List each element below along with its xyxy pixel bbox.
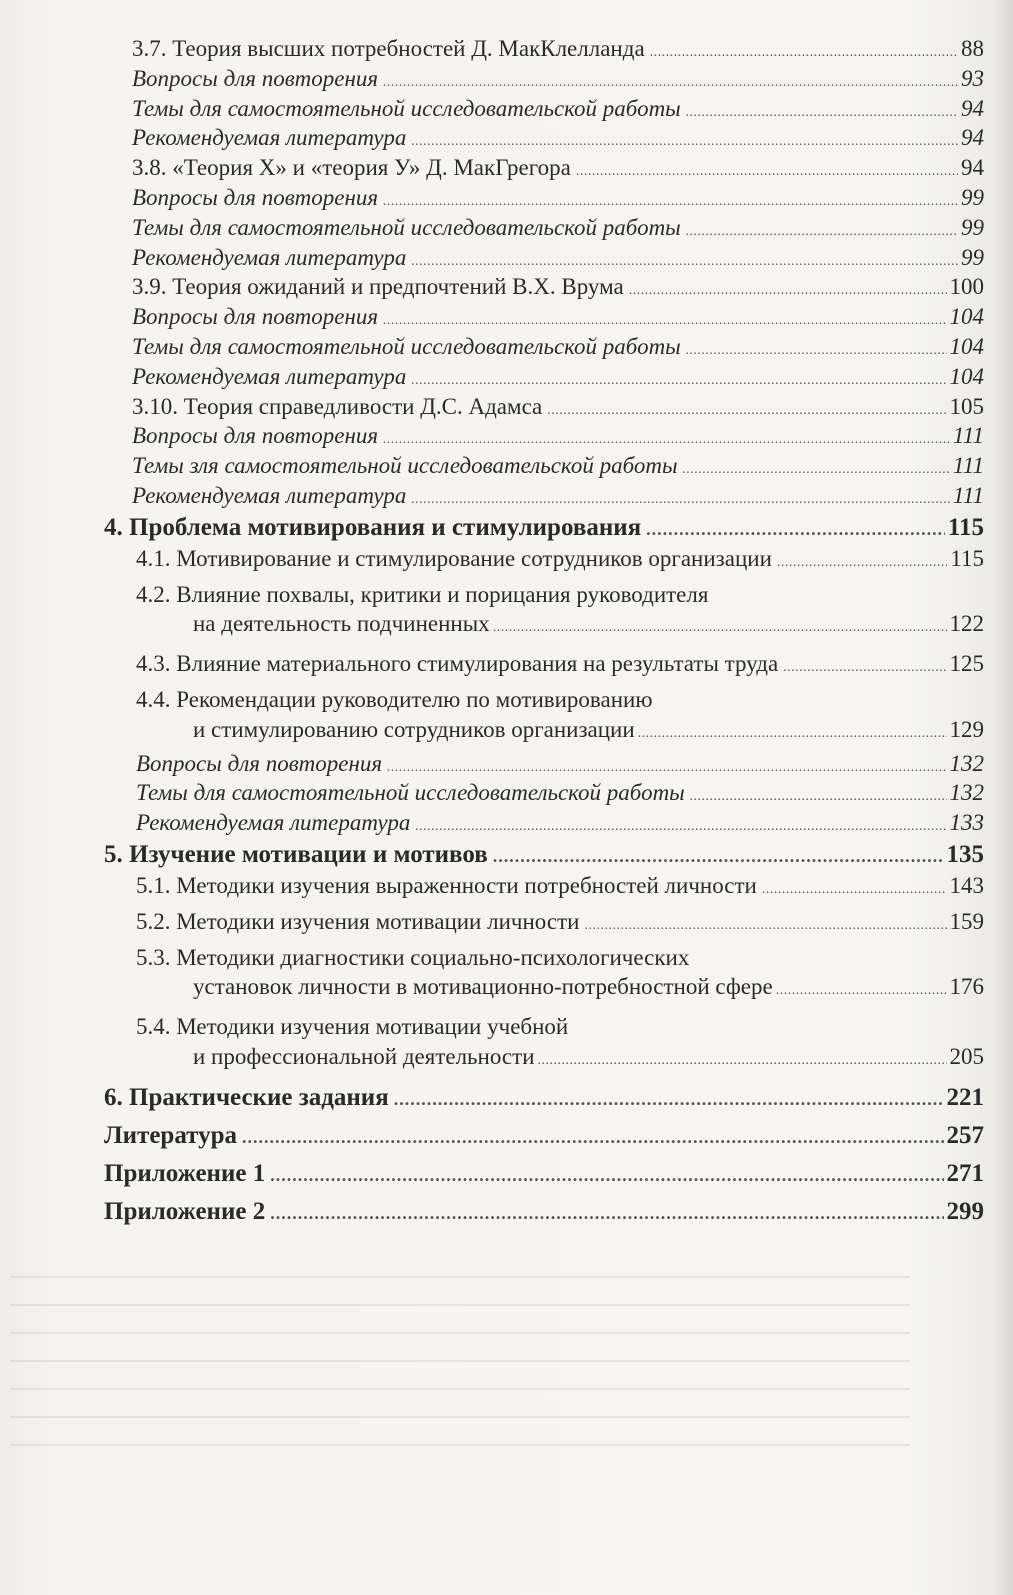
toc-entry-title: Вопросы для повторения bbox=[132, 65, 379, 91]
leader-dots bbox=[411, 243, 958, 277]
toc-entry-title-cont: и профессиональной деятельности bbox=[193, 1043, 535, 1069]
toc-entry bbox=[104, 749, 984, 779]
toc-entry-title: Рекомендуемая литература bbox=[132, 363, 407, 389]
leader-dots bbox=[762, 871, 947, 905]
leader-dots bbox=[383, 302, 946, 336]
toc-entry-title: 4.4. Рекомендации руководителю по мотивированию bbox=[136, 686, 653, 712]
toc-entry-title: Темы для самостоятельной исследовательской работы bbox=[132, 95, 681, 121]
leader-dots bbox=[394, 1082, 944, 1115]
toc-entry-page: 115 bbox=[950, 545, 984, 571]
toc-entry-title: 5.3. Методики диагностики социально-психологических bbox=[136, 944, 690, 970]
toc-entry bbox=[104, 544, 984, 574]
toc-entry-page: 99 bbox=[961, 184, 984, 210]
leader-dots bbox=[683, 451, 950, 485]
leader-dots bbox=[547, 392, 946, 426]
toc-entry-title-cont: на деятельность подчиненных bbox=[193, 611, 490, 637]
leader-dots bbox=[646, 512, 945, 545]
toc-entry-page: 129 bbox=[949, 716, 984, 742]
toc-chapter-page: 221 bbox=[946, 1083, 984, 1111]
toc-entry bbox=[104, 778, 984, 808]
leader-dots bbox=[650, 34, 958, 68]
toc-entry-title: 3.9. Теория ожиданий и предпочтений В.Х. Врума bbox=[132, 274, 624, 300]
toc-entry-title: 4.2. Влияние похвалы, критики и порицания руководителя bbox=[136, 581, 709, 607]
leader-dots bbox=[638, 715, 947, 749]
leader-dots bbox=[411, 362, 946, 396]
leader-dots bbox=[783, 649, 946, 683]
toc-entry-page: 205 bbox=[949, 1043, 984, 1069]
toc-entry-title: Темы для самостоятельной исследовательской работы bbox=[132, 333, 681, 359]
toc-entry-title: Вопросы для повторения bbox=[136, 750, 383, 776]
leader-dots bbox=[242, 1120, 943, 1153]
toc-chapter-page: 135 bbox=[946, 840, 984, 868]
toc-entry bbox=[104, 302, 984, 332]
toc-chapter-title: 6. Практические задания bbox=[104, 1083, 389, 1111]
toc-entry-title: Вопросы для повторения bbox=[132, 184, 379, 210]
toc-entry-page: 99 bbox=[961, 214, 984, 240]
leader-dots bbox=[270, 1196, 943, 1229]
toc-entry bbox=[104, 94, 984, 124]
toc-chapter bbox=[104, 1196, 984, 1228]
toc-entry bbox=[104, 213, 984, 243]
toc-chapter bbox=[104, 1158, 984, 1190]
leader-dots bbox=[776, 972, 947, 1006]
toc-entry-title: Рекомендуемая литература bbox=[132, 244, 407, 270]
toc-entry-page: 111 bbox=[952, 482, 984, 508]
toc-entry-page: 125 bbox=[949, 651, 984, 677]
toc-entry-title-cont: установок личности в мотивационно-потребностной сфере bbox=[193, 974, 773, 1000]
toc-entry bbox=[104, 123, 984, 153]
toc-entry bbox=[104, 392, 984, 422]
toc-entry bbox=[104, 943, 984, 1007]
toc-entry-page: 88 bbox=[961, 36, 984, 61]
toc-entry-page: 111 bbox=[952, 453, 984, 479]
toc-entry bbox=[104, 1012, 984, 1076]
toc-chapter-title: 4. Проблема мотивирования и стимулирования bbox=[104, 513, 642, 541]
toc-entry-page: 176 bbox=[949, 974, 984, 1000]
toc-entry-page: 94 bbox=[961, 95, 984, 121]
toc-chapter-page: 271 bbox=[946, 1159, 984, 1187]
leader-dots bbox=[415, 808, 946, 842]
toc-entry-page: 132 bbox=[949, 780, 984, 806]
leader-dots bbox=[493, 609, 947, 643]
bleed-through-text bbox=[10, 1250, 910, 1480]
leader-dots bbox=[270, 1158, 943, 1191]
toc-entry bbox=[104, 451, 984, 481]
toc-chapter-title: Приложение 1 bbox=[104, 1159, 266, 1187]
toc-entry-page: 100 bbox=[949, 274, 984, 300]
leader-dots bbox=[383, 421, 950, 455]
toc-entry bbox=[104, 153, 984, 183]
toc-entry bbox=[104, 685, 984, 749]
toc-entry-page: 94 bbox=[961, 125, 984, 151]
toc-entry-page: 93 bbox=[961, 65, 984, 91]
toc-entry-title: Темы для самостоятельной исследовательской работы bbox=[136, 780, 685, 806]
toc-entry-title: 5.2. Методики изучения мотивации личности bbox=[136, 908, 580, 934]
toc-entry bbox=[104, 332, 984, 362]
toc-entry-page: 159 bbox=[949, 908, 984, 934]
toc-entry-title: 5.1. Методики изучения выраженности потребностей личности bbox=[136, 872, 757, 898]
toc-chapter-page: 257 bbox=[946, 1121, 984, 1149]
toc-entry bbox=[104, 421, 984, 451]
toc-entry-title: Рекомендуемая литература bbox=[132, 125, 407, 151]
toc-entry bbox=[104, 580, 984, 644]
leader-dots bbox=[411, 123, 958, 157]
toc-entry bbox=[104, 907, 984, 937]
toc-entry-title: Рекомендуемая литература bbox=[136, 810, 411, 836]
toc-chapter-page: 299 bbox=[946, 1197, 984, 1225]
toc-entry-page: 133 bbox=[949, 810, 984, 836]
toc-entry-page: 104 bbox=[949, 304, 984, 330]
leader-dots bbox=[411, 481, 950, 515]
toc-entry-page: 143 bbox=[949, 872, 984, 898]
toc-chapter bbox=[104, 512, 984, 544]
toc-chapter-title: Литература bbox=[104, 1121, 238, 1149]
toc-entry bbox=[104, 183, 984, 213]
leader-dots bbox=[777, 544, 947, 578]
toc-chapter bbox=[104, 839, 984, 871]
toc-chapter bbox=[104, 1120, 984, 1152]
toc-entry-page: 94 bbox=[961, 155, 984, 181]
toc-entry bbox=[104, 243, 984, 273]
toc-entry bbox=[104, 808, 984, 838]
toc-entry-title: Рекомендуемая литература bbox=[132, 482, 407, 508]
toc-entry-page: 99 bbox=[961, 244, 984, 270]
toc-entry-title: 5.4. Методики изучения мотивации учебной bbox=[136, 1014, 569, 1040]
leader-dots bbox=[576, 153, 958, 187]
leader-dots bbox=[686, 332, 947, 366]
toc-entry-title-cont: и стимулированию сотрудников организации bbox=[193, 716, 635, 742]
toc-entry-title: Вопросы для повторения bbox=[132, 304, 379, 330]
toc-entry-page: 104 bbox=[949, 333, 984, 359]
toc-entry-title: Темы для самостоятельной исследовательской работы bbox=[132, 214, 681, 240]
toc-entry-title: 3.7. Теория высших потребностей Д. МакКлелланда bbox=[132, 36, 645, 61]
leader-dots bbox=[383, 64, 958, 98]
table-of-contents bbox=[104, 34, 984, 1228]
toc-entry-page: 122 bbox=[949, 611, 984, 637]
toc-entry bbox=[104, 362, 984, 392]
toc-entry-title: Вопросы для повторения bbox=[132, 423, 379, 449]
toc-chapter-title: Приложение 2 bbox=[104, 1197, 266, 1225]
toc-chapter bbox=[104, 1082, 984, 1114]
leader-dots bbox=[387, 749, 946, 783]
toc-entry-title: 4.1. Мотивирование и стимулирование сотрудников организации bbox=[136, 545, 772, 571]
toc-entry-title: 4.3. Влияние материального стимулирования на результаты труда bbox=[136, 651, 779, 677]
toc-entry-page: 104 bbox=[949, 363, 984, 389]
toc-entry bbox=[104, 649, 984, 679]
toc-entry-page: 132 bbox=[949, 750, 984, 776]
leader-dots bbox=[493, 839, 944, 872]
toc-entry-title: 3.8. «Теория Х» и «теория У» Д. МакГрегора bbox=[132, 155, 571, 181]
leader-dots bbox=[686, 213, 958, 247]
leader-dots bbox=[629, 272, 947, 306]
leader-dots bbox=[690, 778, 947, 812]
toc-entry-page: 111 bbox=[952, 423, 984, 449]
toc-entry bbox=[104, 481, 984, 511]
leader-dots bbox=[383, 183, 958, 217]
toc-chapter-title: 5. Изучение мотивации и мотивов bbox=[104, 840, 488, 868]
leader-dots bbox=[584, 907, 946, 941]
toc-entry bbox=[104, 34, 984, 64]
toc-entry-page: 105 bbox=[949, 393, 984, 419]
toc-entry bbox=[104, 871, 984, 901]
leader-dots bbox=[538, 1042, 947, 1076]
toc-entry-title: Темы зля самостоятельной исследовательской работы bbox=[132, 453, 678, 479]
toc-entry bbox=[104, 64, 984, 94]
toc-chapter-page: 115 bbox=[947, 513, 984, 541]
toc-entry bbox=[104, 272, 984, 302]
toc-entry-title: 3.10. Теория справедливости Д.С. Адамса bbox=[132, 393, 543, 419]
leader-dots bbox=[686, 94, 958, 128]
